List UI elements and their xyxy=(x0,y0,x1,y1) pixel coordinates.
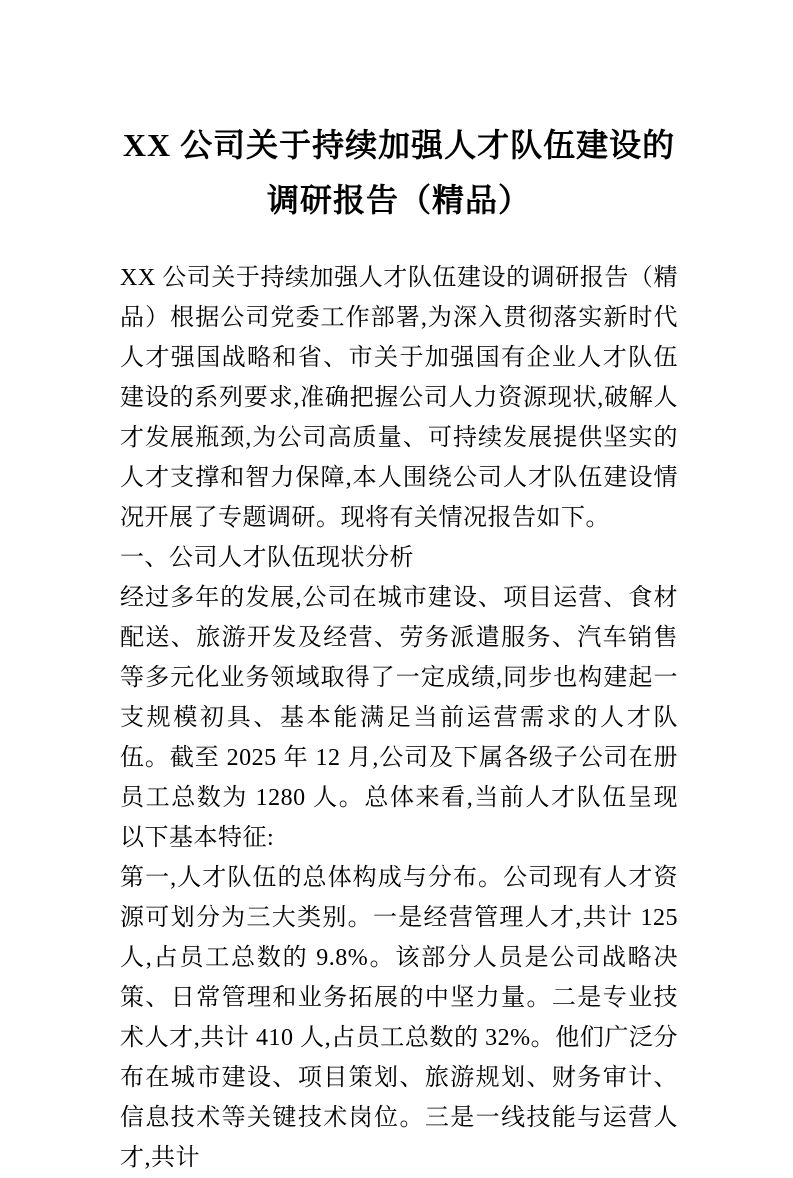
paragraph-talent-composition: 第一,人才队伍的总体构成与分布。公司现有人才资源可划分为三大类别。一是经营管理人才,共计 125 人,占员工总数的 9.8%。该部分人员是公司战略决策、日常管理和业务拓展的中坚力量。二是专业技术人才,共计 410 人,占员工总数的 32%。他们广泛分布在城市建设、项目策划、旅游规划、财务审计、信息技术等关键技术岗位。三是一线技能与运营人才,共计 xyxy=(120,865,678,1171)
document-content xyxy=(120,118,678,1178)
paragraph-company-overview: 经过多年的发展,公司在城市建设、项目运营、食材配送、旅游开发及经营、劳务派遣服务、汽车销售等多元化业务领域取得了一定成绩,同步也构建起一支规模初具、基本能满足当前运营需求的人才队伍。截至 2025 年 12 月,公司及下属各级子公司在册员工总数为 1280 人。总体来看,当前人才队伍呈现以下基本特征: xyxy=(120,585,678,851)
paragraph-intro: XX 公司关于持续加强人才队伍建设的调研报告（精品）根据公司党委工作部署,为深入贯彻落实新时代人才强国战略和省、市关于加强国有企业人才队伍建设的系列要求,准确把握公司人力资源现状,破解人才发展瓶颈,为公司高质量、可持续发展提供坚实的人才支撑和智力保障,本人围绕公司人才队伍建设情况开展了专题调研。现将有关情况报告如下。 xyxy=(120,265,678,531)
document-title: XX 公司关于持续加强人才队伍建设的调研报告（精品） xyxy=(122,127,676,218)
section-heading-current-status: 一、公司人才队伍现状分析 xyxy=(120,545,414,571)
